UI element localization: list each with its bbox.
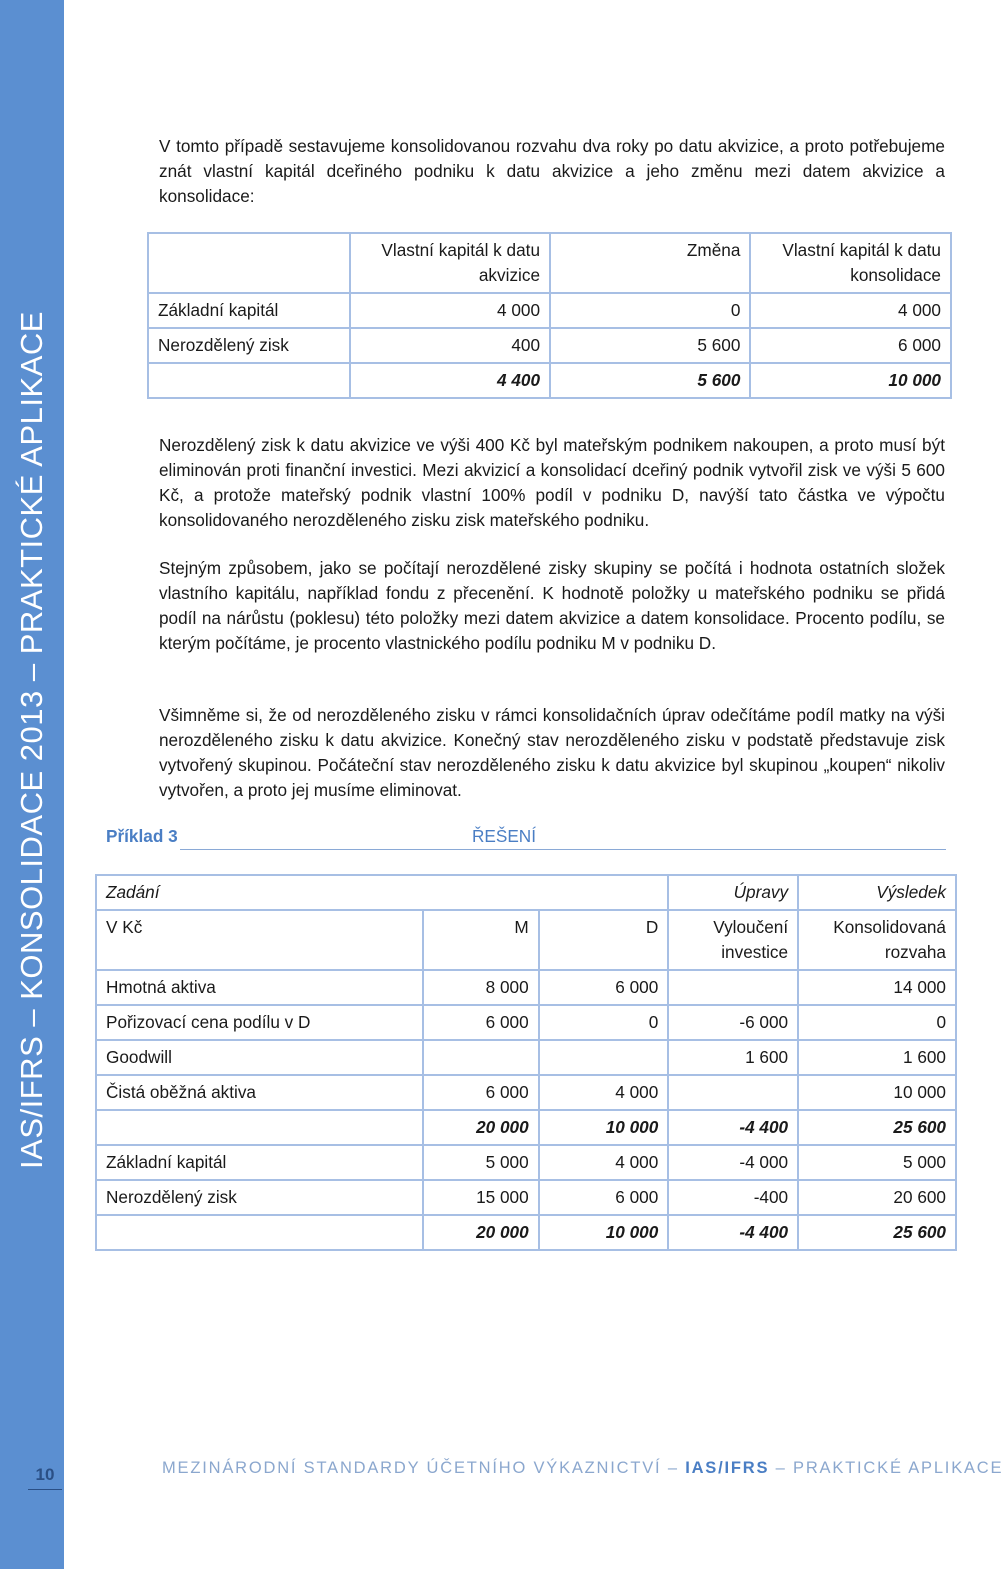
table-cell: 0 <box>550 293 750 328</box>
total-row <box>148 363 951 398</box>
total-cell: -4 400 <box>668 1215 798 1250</box>
header-cell: Konsolidovaná rozvaha <box>798 910 956 970</box>
table-cell: 14 000 <box>798 970 956 1005</box>
table-cell: 400 <box>350 328 550 363</box>
table-cell: 6 000 <box>423 1005 539 1040</box>
table-row <box>96 1180 956 1215</box>
table-cell: 6 000 <box>423 1075 539 1110</box>
footer-text: MEZINÁRODNÍ STANDARDY ÚČETNÍHO VÝKAZNICTVÍ – <box>162 1459 686 1477</box>
group-header-upravy: Úpravy <box>668 875 798 910</box>
total-cell: 5 600 <box>550 363 750 398</box>
total-cell: 10 000 <box>750 363 951 398</box>
header-cell: D <box>539 910 669 970</box>
table-row <box>148 293 951 328</box>
table-cell: 6 000 <box>539 970 669 1005</box>
table-cell: 6 000 <box>539 1180 669 1215</box>
row-label: Pořizovací cena podílu v D <box>96 1005 423 1040</box>
intro-paragraph: V tomto případě sestavujeme konsolidovanou rozvahu dva roky po datu akvizice, a proto potřebujeme znát vlastní kapitál dceřiného podniku k datu akvizice a jeho změnu mezi datem akvizice a konsolidace: <box>159 136 945 206</box>
table-header-row <box>148 233 951 293</box>
row-label: Nerozdělený zisk <box>148 328 350 363</box>
total-cell: 20 000 <box>423 1110 539 1145</box>
total-row <box>96 1110 956 1145</box>
table-cell <box>668 970 798 1005</box>
table-cell: 5 000 <box>423 1145 539 1180</box>
table-cell: 6 000 <box>750 328 951 363</box>
paragraph-3: Všimněme si, že od nerozděleného zisku v rámci konsolidačních úprav odečítáme podíl matky na výši nerozděleného zisku k datu akvizice. Konečný stav nerozděleného zisku v podstatě představuje zisk vytvořený skupinou. Počáteční stav nerozděleného zisku k datu akvizice byl skupinou „koupen“ nikoliv vytvořen, a proto jej musíme eliminovat. <box>159 705 945 800</box>
total-cell: -4 400 <box>668 1110 798 1145</box>
table-cell: 5 000 <box>798 1145 956 1180</box>
footer-text: – PRAKTICKÉ APLIKACE <box>769 1459 1003 1477</box>
table-cell: 1 600 <box>798 1040 956 1075</box>
page-number: 10 <box>28 1465 62 1490</box>
consolidation-table <box>95 874 957 1251</box>
table-row <box>96 1075 956 1110</box>
total-cell: 20 000 <box>423 1215 539 1250</box>
row-label: Goodwill <box>96 1040 423 1075</box>
sidebar <box>0 0 64 1569</box>
total-cell: 10 000 <box>539 1215 669 1250</box>
paragraph-2: Stejným způsobem, jako se počítají nerozdělené zisky skupiny se počítá i hodnota ostatních složek vlastního kapitálu, například fondu z přecenění. K hodnotě položky u mateřského podniku se přidá podíl na nárůstu (poklesu) této položky mezi datem akvizice a datem konsolidace. Procento podílu, se kterým počítáme, je procento vlastnického podílu podniku M v podniku D. <box>159 558 945 653</box>
page-footer <box>162 1459 1003 1478</box>
header-cell <box>148 233 350 293</box>
row-label: Nerozdělený zisk <box>96 1180 423 1215</box>
table-cell: -400 <box>668 1180 798 1215</box>
total-cell: 25 600 <box>798 1110 956 1145</box>
table-cell: -4 000 <box>668 1145 798 1180</box>
sidebar-title: IAS/IFRS – KONSOLIDACE 2013 – PRAKTICKÉ APLIKACE <box>14 311 49 1169</box>
row-label: Čistá oběžná aktiva <box>96 1075 423 1110</box>
row-label: Základní kapitál <box>96 1145 423 1180</box>
header-cell: Vlastní kapitál k datu konsolidace <box>750 233 951 293</box>
total-cell: 10 000 <box>539 1110 669 1145</box>
table-row <box>96 970 956 1005</box>
example-label: Příklad 3 <box>106 826 178 846</box>
table-cell: 0 <box>798 1005 956 1040</box>
total-cell: 4 400 <box>350 363 550 398</box>
row-label <box>96 1215 423 1250</box>
equity-table <box>147 232 952 399</box>
table-cell: 10 000 <box>798 1075 956 1110</box>
group-header-row <box>96 875 956 910</box>
example-divider <box>180 849 946 850</box>
table-row <box>96 1145 956 1180</box>
group-header-vysledek: Výsledek <box>798 875 956 910</box>
header-cell: Změna <box>550 233 750 293</box>
header-cell: Vyloučení investice <box>668 910 798 970</box>
table-cell: 4 000 <box>539 1145 669 1180</box>
table-cell <box>539 1040 669 1075</box>
header-cell: M <box>423 910 539 970</box>
table-cell: 4 000 <box>750 293 951 328</box>
table-cell <box>668 1075 798 1110</box>
table-row <box>96 1040 956 1075</box>
table-cell: 4 000 <box>350 293 550 328</box>
header-cell: Vlastní kapitál k datu akvizice <box>350 233 550 293</box>
table-cell: 15 000 <box>423 1180 539 1215</box>
table-cell: 5 600 <box>550 328 750 363</box>
total-row <box>96 1215 956 1250</box>
column-header-row <box>96 910 956 970</box>
table-cell: 0 <box>539 1005 669 1040</box>
group-header-zadani: Zadání <box>96 875 668 910</box>
table-cell: 20 600 <box>798 1180 956 1215</box>
table-cell <box>423 1040 539 1075</box>
row-label <box>148 363 350 398</box>
footer-highlight: IAS/IFRS <box>685 1459 770 1477</box>
row-label: Hmotná aktiva <box>96 970 423 1005</box>
table-cell: 8 000 <box>423 970 539 1005</box>
table-row <box>148 328 951 363</box>
header-cell: V Kč <box>96 910 423 970</box>
solution-label: ŘEŠENÍ <box>472 826 536 846</box>
table-cell: -6 000 <box>668 1005 798 1040</box>
total-cell: 25 600 <box>798 1215 956 1250</box>
table-row <box>96 1005 956 1040</box>
table-cell: 1 600 <box>668 1040 798 1075</box>
row-label <box>96 1110 423 1145</box>
table-cell: 4 000 <box>539 1075 669 1110</box>
row-label: Základní kapitál <box>148 293 350 328</box>
paragraph-1: Nerozdělený zisk k datu akvizice ve výši 400 Kč byl mateřským podnikem nakoupen, a proto musí být eliminován proti finanční investici. Mezi akvizicí a konsolidací dceřiný podnik vytvořil zisk ve výši 5 600 Kč, a protože mateřský podnik vlastní 100% podíl v podniku D, navýší tato částka ve výpočtu konsolidovaného nerozděleného zisku zisk mateřského podniku. <box>159 435 945 530</box>
